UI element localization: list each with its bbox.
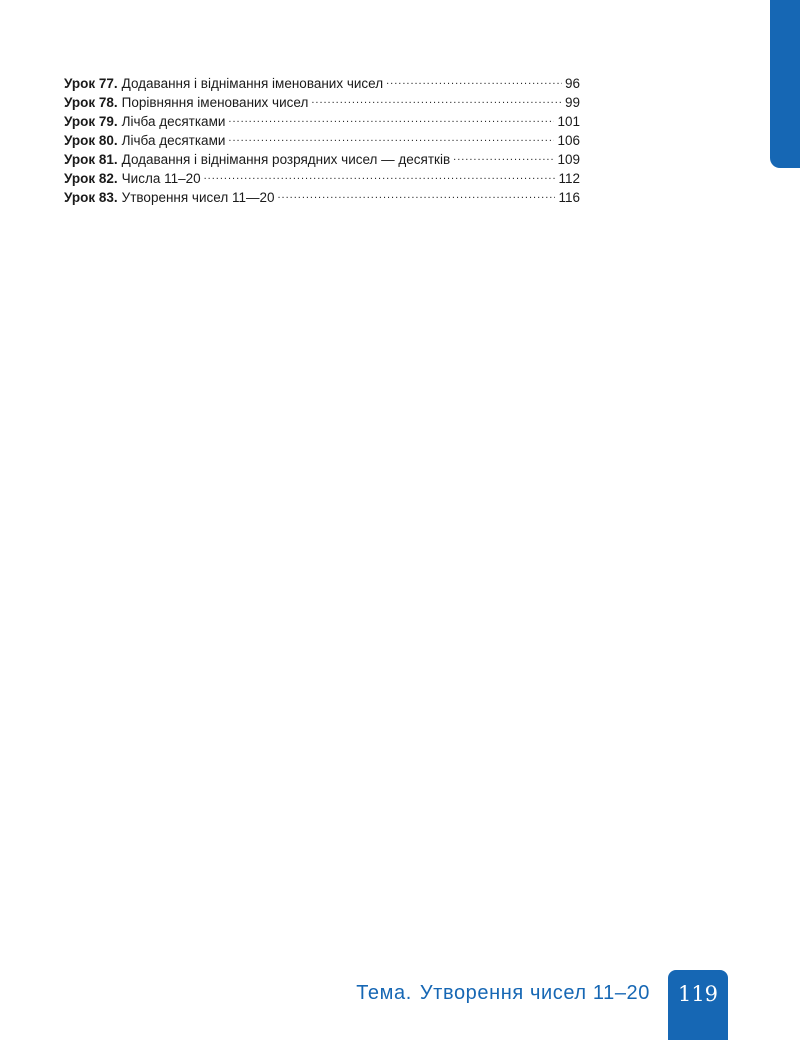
- toc-lesson-number: Урок 83.: [64, 190, 118, 205]
- toc-page-number: 112: [558, 171, 580, 186]
- toc-lesson-number: Урок 80.: [64, 133, 118, 148]
- footer-topic: [356, 980, 650, 1006]
- toc-lesson-number: Урок 82.: [64, 171, 118, 186]
- toc-lesson-number: Урок 79.: [64, 114, 118, 129]
- toc-dot-leader: [228, 126, 554, 145]
- toc-lesson-title: Лічба десятками: [121, 133, 226, 148]
- toc-dot-leader: [311, 88, 562, 107]
- toc-dot-leader: [228, 107, 554, 126]
- toc-lesson-title: Числа 11–20: [121, 171, 201, 186]
- toc-page-number: 99: [564, 95, 580, 110]
- toc-lesson-title: Порівняння іменованих чисел: [121, 95, 309, 110]
- toc-dot-leader: [204, 164, 556, 183]
- toc-lesson-title: Додавання і віднімання розрядних чисел — десятків: [121, 152, 451, 167]
- toc-page-number: 106: [557, 133, 580, 148]
- toc-dot-leader: [386, 69, 562, 88]
- page-number-badge: [668, 970, 728, 1040]
- footer-topic-title: Утворення чисел 11–20: [419, 982, 650, 1004]
- footer-topic-prefix: Тема.: [356, 982, 412, 1004]
- toc-page-number: 116: [558, 190, 580, 205]
- toc-lesson-number: Урок 77.: [64, 76, 118, 91]
- toc-page-number: 101: [557, 114, 580, 129]
- toc-lesson-title: Лічба десятками: [121, 114, 226, 129]
- page-number: 119: [677, 982, 719, 1006]
- table-of-contents: [64, 69, 580, 205]
- toc-lesson-title: Додавання і віднімання іменованих чисел: [121, 76, 384, 91]
- toc-lesson-number: Урок 81.: [64, 152, 118, 167]
- toc-page-number: 109: [557, 152, 580, 167]
- toc-dot-leader: [277, 183, 555, 202]
- toc-lesson-number: Урок 78.: [64, 95, 118, 110]
- toc-page-number: 96: [564, 76, 580, 91]
- toc-lesson-title: Утворення чисел 11—20: [121, 190, 275, 205]
- toc-entry-lesson-77[interactable]: [64, 69, 580, 91]
- toc-dot-leader: [453, 145, 554, 164]
- chapter-side-tab: [770, 0, 800, 168]
